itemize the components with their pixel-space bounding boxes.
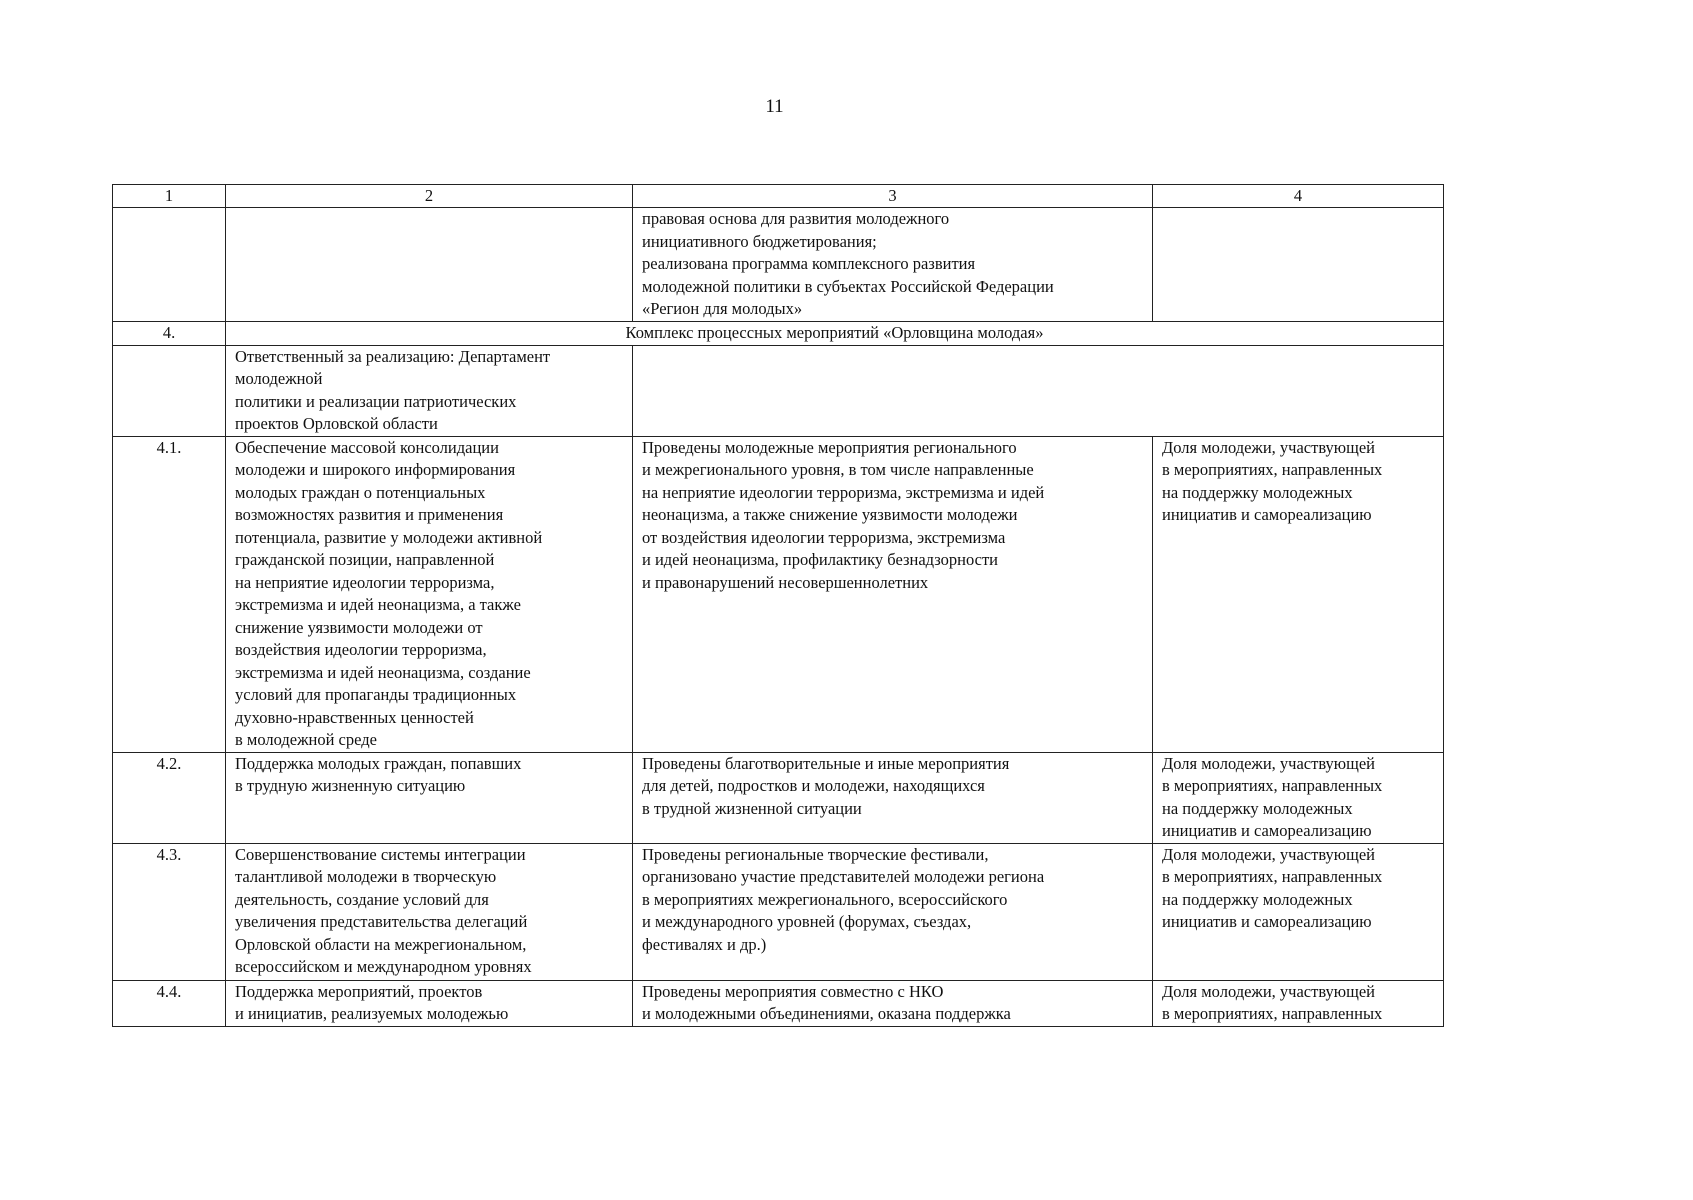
cell-empty bbox=[633, 345, 1444, 436]
cell-line: правовая основа для развития молодежного bbox=[642, 209, 950, 228]
cell-line: в мероприятиях, направленных bbox=[1162, 776, 1383, 795]
cell-line: Орловской области на межрегиональном, bbox=[235, 934, 527, 954]
cell-line: для детей, подростков и молодежи, находящихся bbox=[642, 776, 985, 795]
cell-line: условий для пропаганды традиционных bbox=[235, 685, 517, 704]
table-row bbox=[113, 436, 1444, 752]
responsible-row bbox=[113, 345, 1444, 436]
cell-line: в трудной жизненной ситуации bbox=[642, 798, 862, 818]
cell-line: в мероприятиях межрегионального, всероссийского bbox=[642, 889, 1008, 909]
section-number: 4. bbox=[113, 321, 226, 345]
indicator-cell bbox=[1153, 843, 1444, 980]
cell-line: от воздействия идеологии терроризма, экстремизма bbox=[642, 527, 1006, 547]
cell-line: Проведены мероприятия совместно с НКО bbox=[642, 981, 944, 1001]
cell-empty bbox=[113, 208, 226, 322]
continuation-result-cell bbox=[633, 208, 1153, 322]
column-number-3: 3 bbox=[633, 185, 1153, 208]
cell-line: в мероприятиях, направленных bbox=[1162, 867, 1383, 886]
cell-line: инициативного бюджетирования; bbox=[642, 231, 877, 251]
cell-line: всероссийском и международном уровнях bbox=[235, 957, 532, 976]
cell-line: гражданской позиции, направленной bbox=[235, 550, 495, 569]
cell-line: политики и реализации патриотических bbox=[235, 391, 517, 411]
cell-line: фестивалях и др.) bbox=[642, 934, 767, 954]
cell-line: инициатив и самореализацию bbox=[1162, 505, 1372, 524]
cell-line: молодежной политики в субъектах Российской Федерации bbox=[642, 276, 1054, 296]
cell-line: Доля молодежи, участвующей bbox=[1162, 981, 1375, 1001]
page-number: 11 bbox=[765, 96, 784, 117]
cell-line: Ответственный за реализацию: Департамент bbox=[235, 346, 551, 366]
cell-line: на поддержку молодежных bbox=[1162, 482, 1353, 502]
indicator-cell bbox=[1153, 436, 1444, 752]
task-cell bbox=[226, 436, 633, 752]
cell-line: потенциала, развитие у молодежи активной bbox=[235, 527, 543, 547]
cell-line: на неприятие идеологии терроризма, экстремизма и идей bbox=[642, 482, 1045, 502]
cell-line: Проведены молодежные мероприятия регионального bbox=[642, 437, 1017, 457]
table-row bbox=[113, 752, 1444, 843]
cell-line: в мероприятиях, направленных bbox=[1162, 1004, 1383, 1023]
column-number-1: 1 bbox=[113, 185, 226, 208]
cell-line: проектов Орловской области bbox=[235, 414, 438, 433]
cell-line: и молодежными объединениями, оказана поддержка bbox=[642, 1004, 1011, 1023]
cell-line: и правонарушений несовершеннолетних bbox=[642, 572, 929, 592]
cell-line: возможностях развития и применения bbox=[235, 505, 504, 524]
cell-line: на поддержку молодежных bbox=[1162, 798, 1353, 818]
cell-line: молодежной bbox=[235, 369, 323, 388]
cell-line: на поддержку молодежных bbox=[1162, 889, 1353, 909]
indicator-cell bbox=[1153, 980, 1444, 1026]
row-number: 4.3. bbox=[113, 843, 226, 980]
table-row bbox=[113, 980, 1444, 1026]
cell-line: молодежи и широкого информирования bbox=[235, 460, 516, 479]
cell-line: увеличения представительства делегаций bbox=[235, 912, 528, 931]
column-number-row bbox=[113, 185, 1444, 208]
cell-line: «Регион для молодых» bbox=[642, 299, 803, 318]
cell-line: в трудную жизненную ситуацию bbox=[235, 776, 466, 795]
cell-line: неонацизма, а также снижение уязвимости молодежи bbox=[642, 505, 1018, 524]
cell-line: инициатив и самореализацию bbox=[1162, 912, 1372, 931]
cell-line: духовно-нравственных ценностей bbox=[235, 707, 474, 727]
section-title: Комплекс процессных мероприятий «Орловщина молодая» bbox=[226, 321, 1444, 345]
continuation-row bbox=[113, 208, 1444, 322]
section-header-row bbox=[113, 321, 1444, 345]
cell-line: Доля молодежи, участвующей bbox=[1162, 437, 1375, 457]
cell-line: организовано участие представителей молодежи региона bbox=[642, 867, 1045, 886]
cell-line: Поддержка мероприятий, проектов bbox=[235, 981, 483, 1001]
cell-line: и международного уровней (форумах, съездах, bbox=[642, 912, 972, 931]
cell-line: снижение уязвимости молодежи от bbox=[235, 617, 483, 637]
cell-line: талантливой молодежи в творческую bbox=[235, 867, 497, 886]
row-number: 4.2. bbox=[113, 752, 226, 843]
row-number: 4.1. bbox=[113, 436, 226, 752]
result-cell bbox=[633, 752, 1153, 843]
indicator-cell bbox=[1153, 752, 1444, 843]
task-cell bbox=[226, 843, 633, 980]
cell-line: в мероприятиях, направленных bbox=[1162, 460, 1383, 479]
row-number: 4.4. bbox=[113, 980, 226, 1026]
task-cell bbox=[226, 752, 633, 843]
cell-line: экстремизма и идей неонацизма, а также bbox=[235, 595, 521, 614]
column-number-2: 2 bbox=[226, 185, 633, 208]
result-cell bbox=[633, 980, 1153, 1026]
cell-empty bbox=[113, 345, 226, 436]
cell-line: Обеспечение массовой консолидации bbox=[235, 437, 499, 457]
result-cell bbox=[633, 843, 1153, 980]
cell-empty bbox=[226, 208, 633, 322]
cell-line: экстремизма и идей неонацизма, создание bbox=[235, 662, 531, 682]
task-cell bbox=[226, 980, 633, 1026]
responsible-cell bbox=[226, 345, 633, 436]
cell-line: реализована программа комплексного развития bbox=[642, 254, 976, 273]
cell-line: Проведены региональные творческие фестивали, bbox=[642, 844, 989, 864]
column-number-4: 4 bbox=[1153, 185, 1444, 208]
cell-line: Доля молодежи, участвующей bbox=[1162, 844, 1375, 864]
cell-line: инициатив и самореализацию bbox=[1162, 821, 1372, 840]
cell-line: и идей неонацизма, профилактику безнадзорности bbox=[642, 550, 999, 569]
cell-line: в молодежной среде bbox=[235, 730, 377, 749]
program-table bbox=[112, 184, 1444, 1027]
cell-line: Поддержка молодых граждан, попавших bbox=[235, 753, 522, 773]
cell-line: Проведены благотворительные и иные мероприятия bbox=[642, 753, 1010, 773]
cell-line: молодых граждан о потенциальных bbox=[235, 482, 486, 502]
cell-line: Доля молодежи, участвующей bbox=[1162, 753, 1375, 773]
cell-line: и инициатив, реализуемых молодежью bbox=[235, 1004, 509, 1023]
result-cell bbox=[633, 436, 1153, 752]
cell-empty bbox=[1153, 208, 1444, 322]
cell-line: воздействия идеологии терроризма, bbox=[235, 640, 487, 659]
cell-line: на неприятие идеологии терроризма, bbox=[235, 572, 495, 592]
cell-line: и межрегионального уровня, в том числе направленные bbox=[642, 460, 1034, 479]
cell-line: Совершенствование системы интеграции bbox=[235, 844, 526, 864]
table-row bbox=[113, 843, 1444, 980]
cell-line: деятельность, создание условий для bbox=[235, 889, 489, 909]
